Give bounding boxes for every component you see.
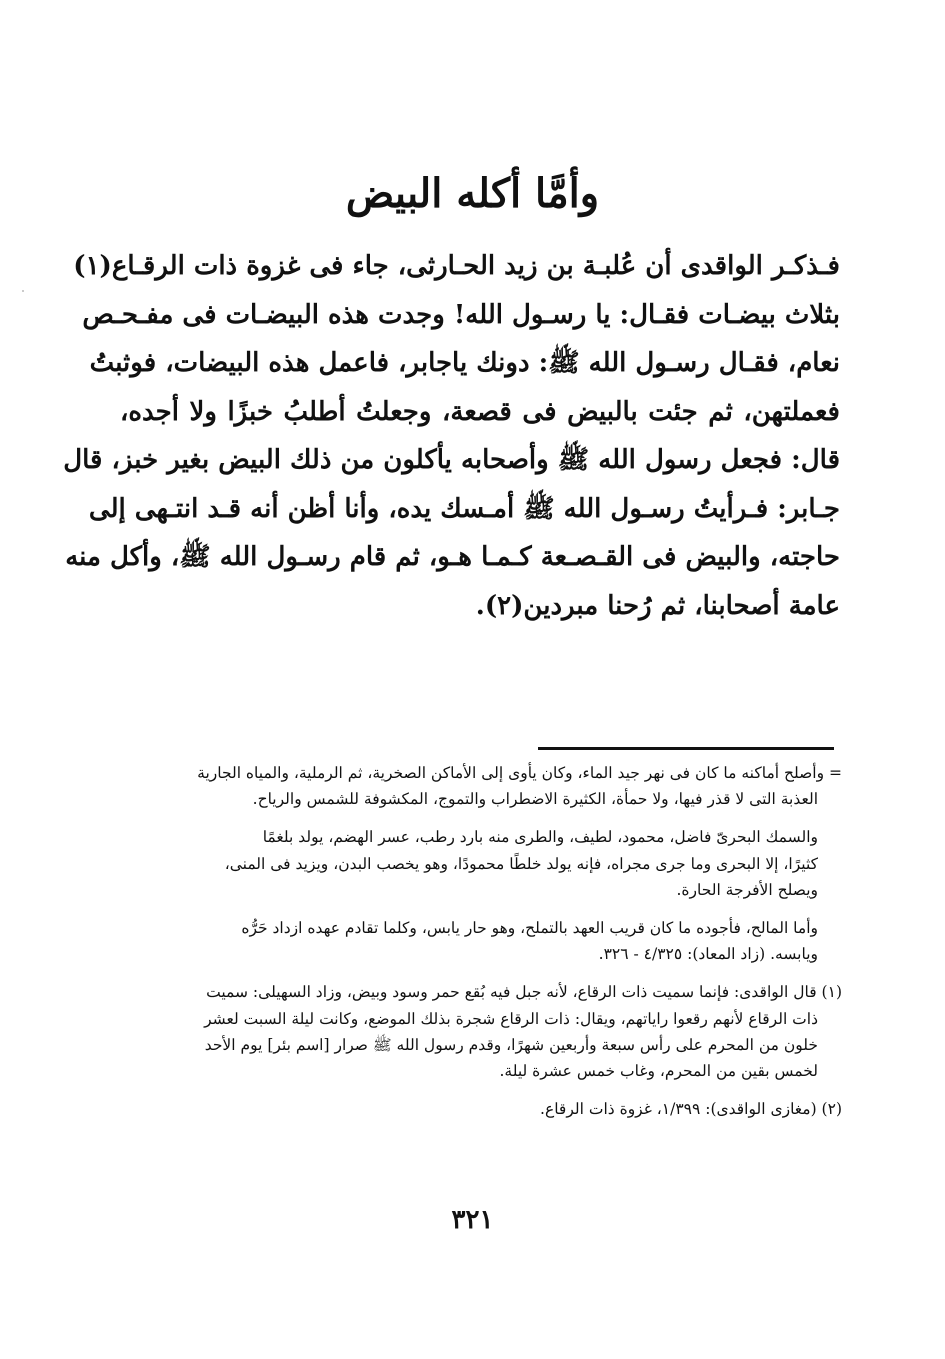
footnote-line: (٢) (مغازى الواقدى): ١/٣٩٩، غزوة ذات الرقاع. (540, 1100, 842, 1119)
body-line: قال: فجعل رسول الله ﷺ وأصحابه يأكلون من ذلك البيض بغير خبز، قال (63, 445, 840, 475)
footnote-line: كثيرًا، إلا البحرى وما جرى مجراه، فإنه يولد خلطًا محمودًا، وهو يخصب البدن، ويزيد فى المنى، (224, 854, 818, 873)
main-paragraph (63, 242, 840, 630)
footnote-divider (538, 747, 834, 750)
body-line: عامة أصحابنا، ثم رُحنا مبردين(٢). (475, 590, 840, 621)
body-line: فـذكـر الواقدى أن عُلبـة بن زيد الحـارثى، جاء فى غزوة ذات الرقـاع(١) (73, 251, 840, 281)
page-number: ٣٢١ (451, 1205, 494, 1235)
footnote-line: العذبة التى لا قذر فيها، ولا حمأة، الكثيرة الاضطراب والتموج، المكشوفة للشمس والرياح. (252, 790, 818, 809)
body-line: جـابر: فـرأيتُ رسـول الله ﷺ أمـسك يده، وأنا أظن أنه قـد انتـهى إلى (88, 493, 840, 524)
footnote-continuation (118, 760, 842, 812)
footnote-line: (١) قال الواقدى: فإنما سميت ذات الرقاع، لأنه جبل فيه بُقع حمر وسود وبيض، وزاد السهيلى: سميت (206, 983, 842, 1002)
footnote-line: وأما المالح، فأجوده ما كان قريب العهد بالتملح، وهو حار يابس، وكلما تقادم عهده ازداد حَرُّه (241, 919, 818, 938)
body-line: نعام، فقـال رسـول الله ﷺ: دونك ياجابر، فاعمل هذه البيضات، فوثبتُ (89, 348, 840, 378)
page-title: وأمَّا أكله البيض (345, 170, 600, 217)
footnote-paragraph (118, 824, 842, 903)
body-line: بثلاث بيضـات فقـال: يا رسـول الله! وجدت هذه البيضـات فى مفـحـص (82, 299, 840, 330)
footnote-paragraph (118, 915, 842, 967)
footnote-line: ذات الرقاع لأنهم رقعوا راياتهم، ويقال: ذات الرقاع شجرة بذلك الموضع، وكانت ليلة السبت لعشر (204, 1009, 818, 1028)
footnote-2 (118, 1096, 842, 1122)
body-line: فعملتهن، ثم جئت بالبيض فى قصعة، وجعلتُ أطلبُ خبزًا ولا أجده، (120, 396, 840, 427)
footnote-1 (118, 979, 842, 1084)
footnote-line: لخمس بقين من المحرم، وغاب خمس عشرة ليلة. (499, 1062, 818, 1081)
scan-speck (22, 290, 24, 292)
footnote-line: والسمك البحرىّ فاضل، محمود، لطيف، والطرى منه بارد رطب، عسر الهضم، يولد بلغمًا (262, 828, 818, 847)
footnote-line: ويابسه. (زاد المعاد): ٤/٣٢٥ - ٣٢٦. (598, 945, 818, 964)
footnotes (118, 760, 842, 1134)
footnote-line: ويصلح الأفرجة الحارة. (676, 880, 818, 899)
footnote-line: خلون من المحرم على رأس سبعة وأربعين شهرًا، وقدم رسول الله ﷺ صرار [اسم بئر] يوم الأحد (204, 1035, 818, 1054)
body-line: حاجته، والبيض فى القـصـعة كـمـا هـو، ثم قام رسـول الله ﷺ، وأكل منه (65, 542, 840, 572)
footnote-line: = وأصلح أماكنه ما كان فى نهر جيد الماء، وكان يأوى إلى الأماكن الصخرية، ثم الرملية، والمياه الجارية (197, 764, 842, 782)
